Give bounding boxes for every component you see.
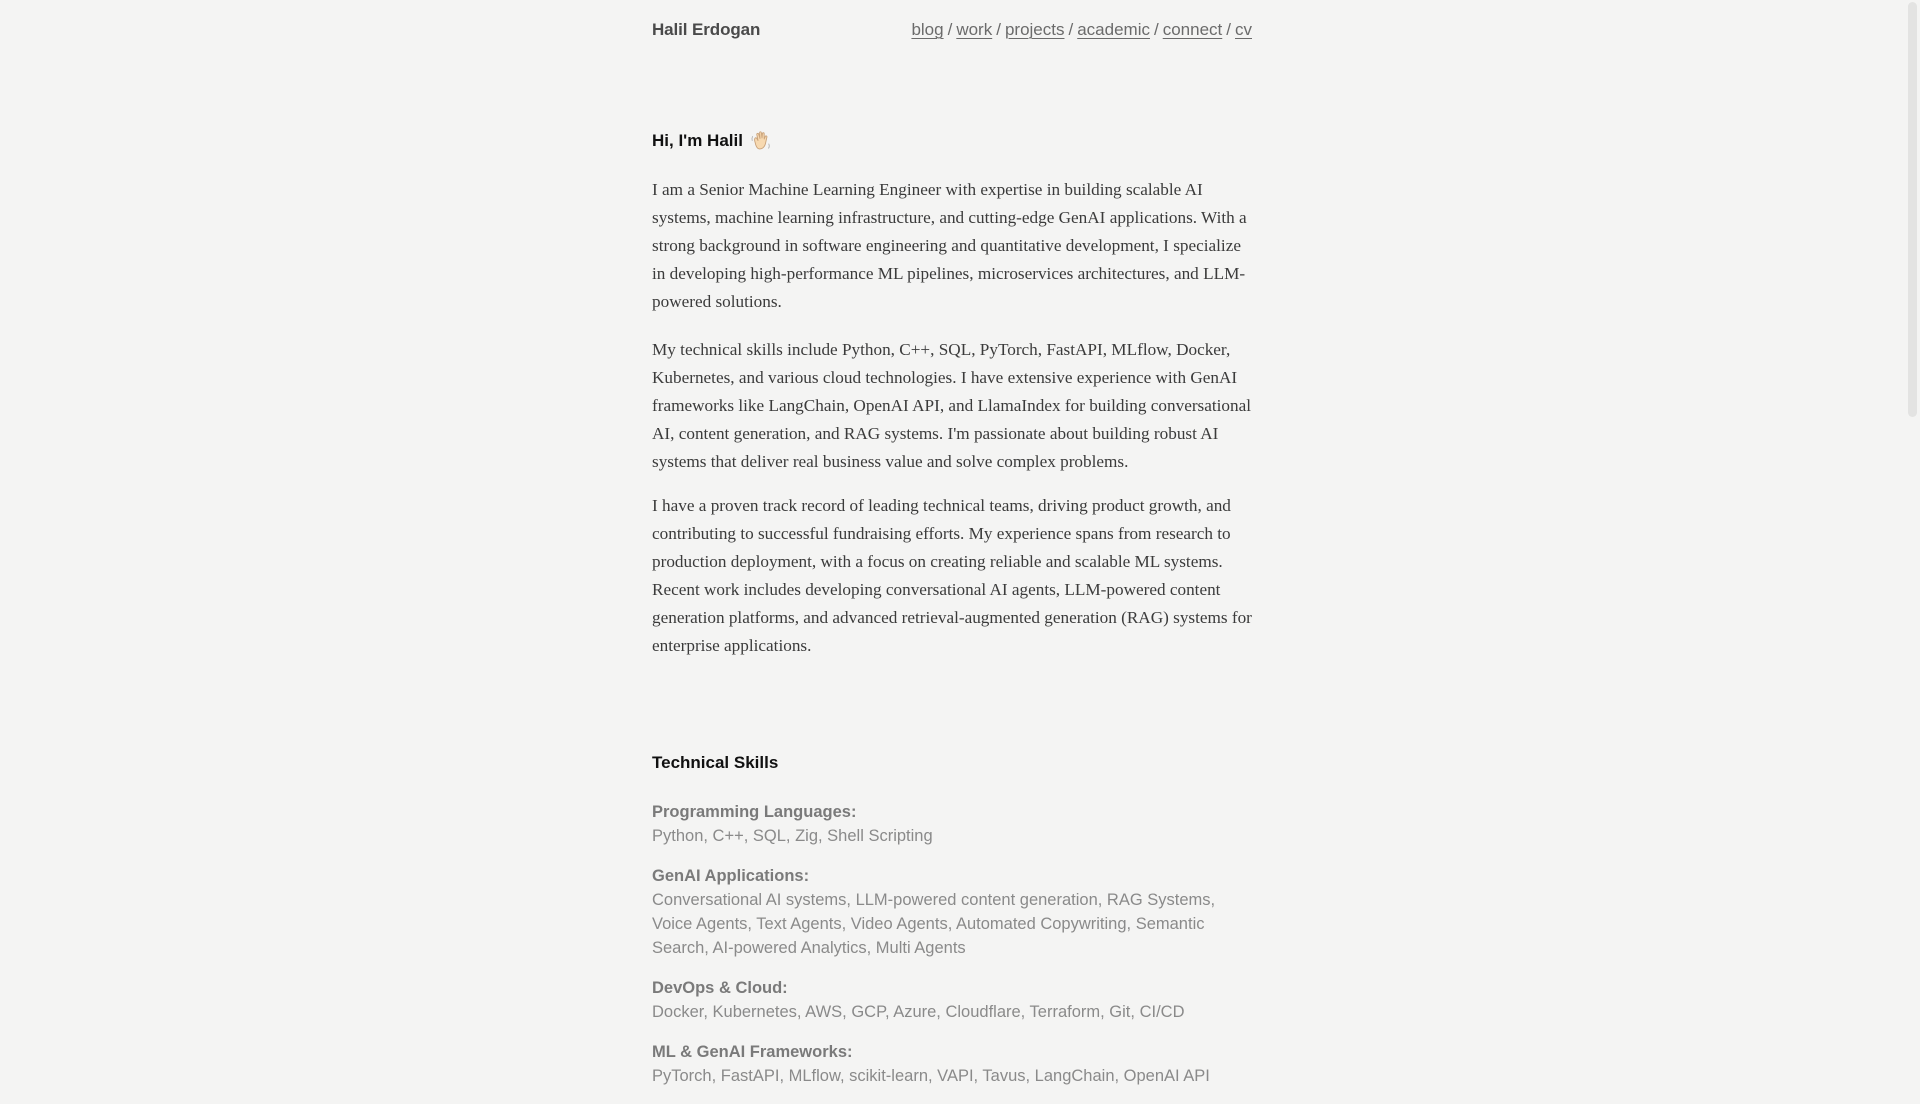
skill-group-genai-applications — [652, 864, 1252, 960]
skill-group-items: Conversational AI systems, LLM-powered content generation, RAG Systems, Voice Agents, Text Agents, Video Agents, Automated Copywriting, Semantic Search, AI-powered Analytics, Multi Agents — [652, 891, 1216, 957]
skill-group-title: Programming Languages: — [652, 803, 857, 821]
skill-group-title: DevOps & Cloud: — [652, 979, 788, 997]
skill-group-items: Docker, Kubernetes, AWS, GCP, Azure, Cloudflare, Terraform, Git, CI/CD — [652, 1003, 1185, 1021]
greeting-text: Hi, I'm Halil — [652, 131, 743, 150]
nav-link-work[interactable]: work — [956, 20, 993, 39]
nav-link-academic[interactable]: academic — [1077, 20, 1150, 39]
nav-link-cv[interactable]: cv — [1235, 20, 1252, 39]
nav-separator: / — [1226, 20, 1231, 39]
scrollbar-thumb[interactable] — [1908, 2, 1917, 417]
bio-paragraph: I have a proven track record of leading technical teams, driving product growth, and contributing to successful fundraising efforts. My experience spans from research to production deployment, with a focus on creating reliable and scalable ML systems. Recent work includes developing conversational AI agents, LLM-powered content generation platforms, and advanced retrieval-augmented generation (RAG) systems for enterprise applications. — [652, 496, 1252, 655]
bio-section — [652, 176, 1252, 680]
skill-group-items: Python, C++, SQL, Zig, Shell Scripting — [652, 827, 933, 845]
page-container — [652, 0, 1252, 1085]
bio-paragraph: I am a Senior Machine Learning Engineer with expertise in building scalable AI systems, machine learning infrastructure, and cutting-edge GenAI applications. With a strong background in software engineering and quantitative development, I specialize in developing high-performance ML pipelines, microservices architectures, and LLM-powered solutions. — [652, 180, 1247, 311]
skills-section — [652, 800, 1252, 1104]
nav-separator: / — [1068, 20, 1074, 39]
skill-group-devops-cloud — [652, 976, 1252, 1024]
nav-separator: / — [1153, 20, 1159, 39]
bio-paragraph: My technical skills include Python, C++, SQL, PyTorch, FastAPI, MLflow, Docker, Kubernetes, and various cloud technologies. I have extensive experience with GenAI frameworks like LangChain, OpenAI API, and LlamaIndex for building conversational AI, content generation, and RAG systems. I'm passionate about building robust AI systems that deliver real business value and solve complex problems. — [652, 340, 1252, 471]
skill-group-programming-languages — [652, 800, 1252, 848]
nav-separator: / — [947, 20, 953, 39]
nav-link-connect[interactable]: connect — [1162, 20, 1223, 39]
skill-group-title: GenAI Applications: — [652, 867, 810, 885]
site-header — [652, 0, 1252, 64]
nav-separator: / — [996, 20, 1001, 39]
greeting-heading — [652, 129, 773, 153]
skill-group-ml-genai-frameworks — [652, 1040, 1252, 1088]
page-scrollbar[interactable] — [1905, 0, 1920, 1080]
skill-group-title: ML & GenAI Frameworks: — [652, 1043, 853, 1061]
skills-heading: Technical Skills — [652, 753, 779, 772]
skill-group-items: PyTorch, FastAPI, MLflow, scikit-learn, VAPI, Tavus, LangChain, OpenAI API — [652, 1067, 1210, 1085]
site-name[interactable]: Halil Erdogan — [652, 20, 761, 39]
main-nav — [911, 20, 1252, 40]
nav-link-blog[interactable]: blog — [911, 20, 944, 39]
waving-hand-icon — [749, 129, 773, 153]
nav-link-projects[interactable]: projects — [1004, 20, 1065, 39]
